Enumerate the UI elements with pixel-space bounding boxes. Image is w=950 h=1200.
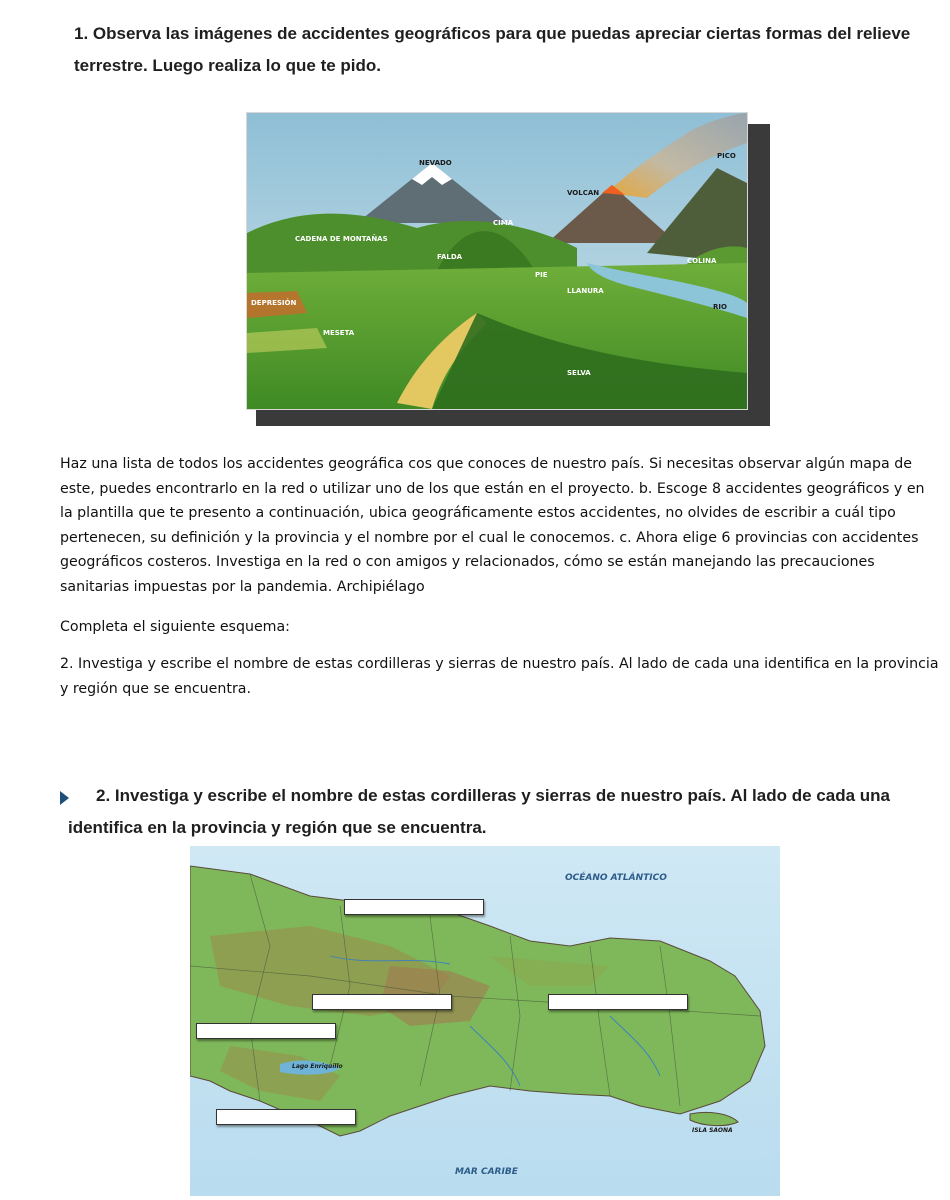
label-falda: FALDA <box>437 253 463 261</box>
label-pie: PIE <box>535 271 548 279</box>
label-llanura: LLANURA <box>567 287 604 295</box>
label-colina: COLINA <box>687 257 717 265</box>
label-nevado: NEVADO <box>419 159 452 167</box>
answer-box-south[interactable] <box>216 1109 356 1125</box>
label-pico: PICO <box>717 152 736 160</box>
answer-box-west[interactable] <box>196 1023 336 1039</box>
island-label: ISLA SAONA <box>692 1127 733 1134</box>
label-volcan: VOLCAN <box>567 189 600 197</box>
label-cadena: CADENA DE MONTAÑAS <box>295 235 388 243</box>
label-selva: SELVA <box>567 369 591 377</box>
relief-map <box>190 846 780 1196</box>
question-1-title: 1. Observa las imágenes de accidentes geográficos para que puedas apreciar ciertas formas del relieve terrestre. Luego realiza lo que te pido. <box>74 24 911 75</box>
answer-box-north[interactable] <box>344 899 484 915</box>
dominican-republic-map <box>190 846 880 1196</box>
instructions-paragraph: Haz una lista de todos los accidentes geográfica cos que conoces de nuestro país. Si necesitas observar algún mapa de este, puedes encontrarlo en la red o utilizar uno de los que están en el proyecto. b. Escoge 8 accidentes geográficos y en la plantilla que te presento a continuación, ubica geográficamente estos accidentes, no olvides de escribir a cuál tipo pertenecen, su definición y la provincia y el nombre por el cual le conocemos. c. Ahora elige 6 provincias con accidentes geográficos costeros. Investiga en la red o con amigos y relacionados, cómo se están manejando las precauciones sanitarias impuestas por la pandemia. Archipiélago <box>60 456 925 595</box>
landform-illustration <box>246 112 766 432</box>
esquema-heading: Completa el siguiente esquema: <box>60 619 290 635</box>
label-cima: CIMA <box>493 219 514 227</box>
lake-label: Lago Enriquillo <box>292 1063 343 1070</box>
label-rio: RIO <box>713 303 727 311</box>
sea-label: MAR CARIBE <box>455 1167 518 1177</box>
label-depresion: DEPRESIÓN <box>251 299 297 307</box>
question-2-title: 2. Investiga y escribe el nombre de estas cordilleras y sierras de nuestro país. Al lado de cada una identifica en la provincia y región que se encuentra. <box>68 786 890 837</box>
question-2-plain: 2. Investiga y escribe el nombre de estas cordilleras y sierras de nuestro país. Al lado de cada una identifica en la provincia y región que se encuentra. <box>60 656 939 697</box>
answer-box-east[interactable] <box>548 994 688 1010</box>
ocean-label: OCÉANO ATLÁNTICO <box>565 873 667 883</box>
landform-scene <box>246 112 748 410</box>
label-meseta: MESETA <box>323 329 355 337</box>
answer-box-central[interactable] <box>312 994 452 1010</box>
